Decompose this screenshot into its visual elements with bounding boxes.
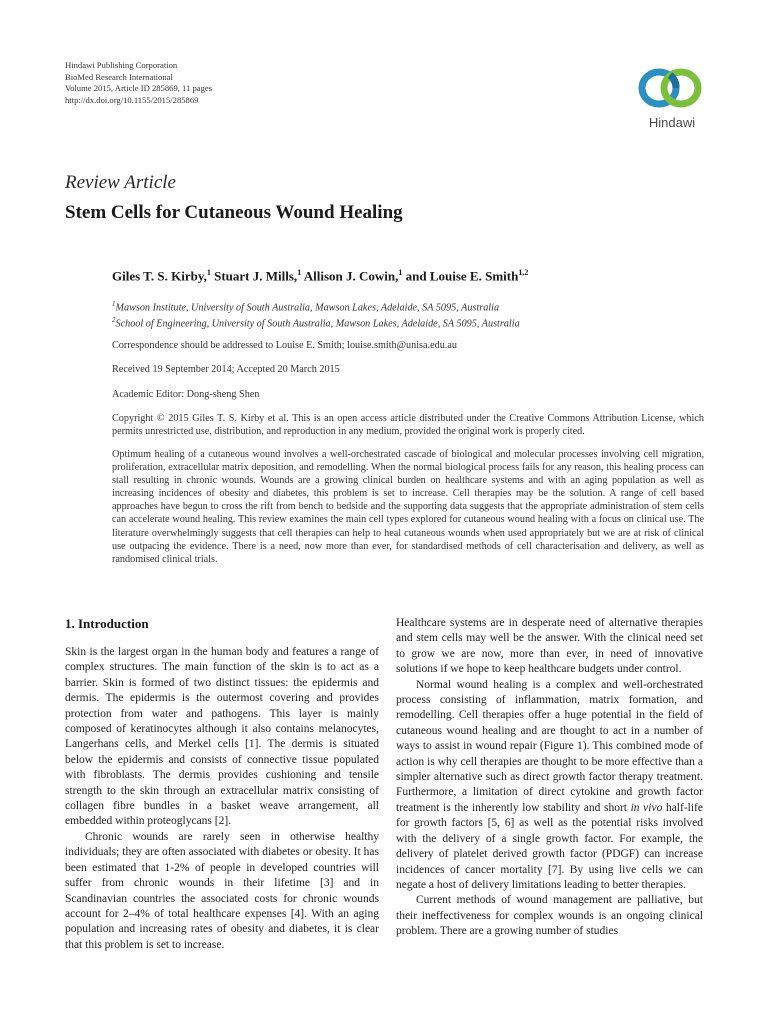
correspondence: Correspondence should be addressed to Louise E. Smith; louise.smith@unisa.edu.au (112, 340, 457, 351)
author-affiliation-mark: 1 (398, 268, 403, 277)
right-column (396, 616, 703, 940)
section-heading: 1. Introduction (65, 616, 149, 631)
doi-link[interactable]: http://dx.doi.org/10.1155/2015/285869 (65, 94, 199, 105)
article-type: Review Article (65, 172, 176, 193)
author-name: and Louise E. Smith (405, 268, 519, 284)
hindawi-logo-text: Hindawi (648, 115, 696, 130)
publisher-name: Hindawi Publishing Corporation (65, 60, 178, 70)
article-title: Stem Cells for Cutaneous Wound Healing (65, 202, 403, 223)
author-affiliation-mark: 1 (297, 268, 302, 277)
body-text: Normal wound healing is a complex and well-orchestrated process consisting of inflammation, matrix formation, and remodelling. Cell therapies offer a huge potential in the field of cutaneous wound healing and are thought to act in a number of ways to assist in wound repair (Figure 1). This combined mode of action is why cell therapies are thought to be more effective than a simpler alternative such as direct growth factor therapy treatment. Furthermore, a limitation of direct cytokine and growth factor treatment is the inherently low stability and short (396, 678, 703, 814)
journal-name: BioMed Research International (65, 71, 173, 82)
body-paragraph: Chronic wounds are rarely seen in otherwise healthy individuals; they are often associated with diabetes or obesity. It has been estimated that 1-2% of people in developed countries will suffer from chronic wounds in their lifetime [3] and in Scandinavian countries the associated costs for chronic wounds account for 2–4% of total healthcare expenses [4]. With an aging population and increasing rates of obesity and diabetes, it is clear that this problem is set to increase. (65, 830, 379, 951)
affiliation-text: Mawson Institute, University of South Australia, Mawson Lakes, Adelaide, SA 5095, Australia (115, 302, 500, 314)
received-dates: Received 19 September 2014; Accepted 20 March 2015 (112, 364, 340, 375)
affiliation-mark: 2 (112, 316, 116, 324)
body-paragraph: Skin is the largest organ in the human body and features a range of complex structures. The main function of the skin is to act as a barrier. Skin is formed of two distinct tissues: the epidermis and dermis. The epidermis is the outermost covering and provides protection from water and pathogens. This layer is mainly composed of keratinocytes although it also contains melanocytes, Langerhans cells, and Merkel cells [1]. The dermis is situated below the epidermis and consists of connective tissue populated with fibroblasts. The dermis provides cushioning and tensile strength to the skin through an extracellular matrix consisting of collagen fibre bundles in a basket weave arrangement, all embedded within proteoglycans [2]. (65, 646, 379, 828)
body-paragraph: Healthcare systems are in desperate need of alternative therapies and stem cells may well be the answer. With the clinical need set to grow we are now, more than ever, in need of innovative solutions if we hope to keep healthcare budgets under control. (396, 617, 703, 676)
affiliation-mark: 1 (112, 300, 116, 308)
affiliation (112, 300, 499, 313)
affiliation (112, 316, 520, 329)
academic-editor: Academic Editor: Dong-sheng Shen (112, 389, 260, 400)
abstract: Optimum healing of a cutaneous wound involves a well-orchestrated cascade of biological and molecular processes involving cell migration, proliferation, extracellular matrix deposition, and remodelling. When the normal biological process fails for any reason, this healing process can stall resulting in chronic wounds. Wounds are a growing clinical burden on healthcare systems and with an aging population as well as increasing incidences of obesity and diabetes, this problem is set to increase. Cell therapies may be the solution. A range of cell based approaches have begun to cross the rift from bench to bedside and the supporting data suggests that the appropriate administration of stem cells can accelerate wound healing. This review examines the main cell types explored for cutaneous wound healing with a focus on clinical use. The literature overwhelmingly suggests that cell therapies can help to heal cutaneous wounds when used appropriately but we are at risk of clinical use outpacing the evidence. There is a need, now more than ever, for standardised methods of cell characterisation and delivery, as well as randomised clinical trials. (112, 449, 704, 565)
author-name: Stuart J. Mills, (214, 268, 298, 284)
author-name: Giles T. S. Kirby, (112, 268, 207, 284)
journal-header (65, 60, 212, 106)
body-paragraph (396, 678, 703, 894)
affiliation-text: School of Engineering, University of South Australia, Mawson Lakes, Adelaide, SA 5095, Australia (115, 318, 520, 330)
copyright-notice: Copyright © 2015 Giles T. S. Kirby et al. This is an open access article distributed under the Creative Commons Attribution License, which permits unrestricted use, distribution, and reproduction in any medium, provided the original work is properly cited. (112, 413, 704, 437)
italic-term: in vivo (630, 801, 663, 814)
author-list (112, 268, 528, 284)
left-column (65, 645, 379, 953)
volume-info: Volume 2015, Article ID 285869, 11 pages (65, 83, 213, 93)
author-affiliation-mark: 1,2 (518, 268, 529, 277)
body-text: half-life for growth factors [5, 6] as well as the potential risks involved with the delivery of a single growth factor. For example, the delivery of platelet derived growth factor (PDGF) can increase incidences of cancer mortality [7]. By using live cells we can negate a host of delivery limitations leading to better therapies. (396, 801, 703, 891)
body-paragraph: Current methods of wound management are palliative, but their ineffectiveness for complex wounds is an ongoing clinical problem. There are a growing number of studies (396, 894, 703, 938)
author-name: Allison J. Cowin, (303, 268, 399, 284)
author-affiliation-mark: 1 (206, 268, 211, 277)
